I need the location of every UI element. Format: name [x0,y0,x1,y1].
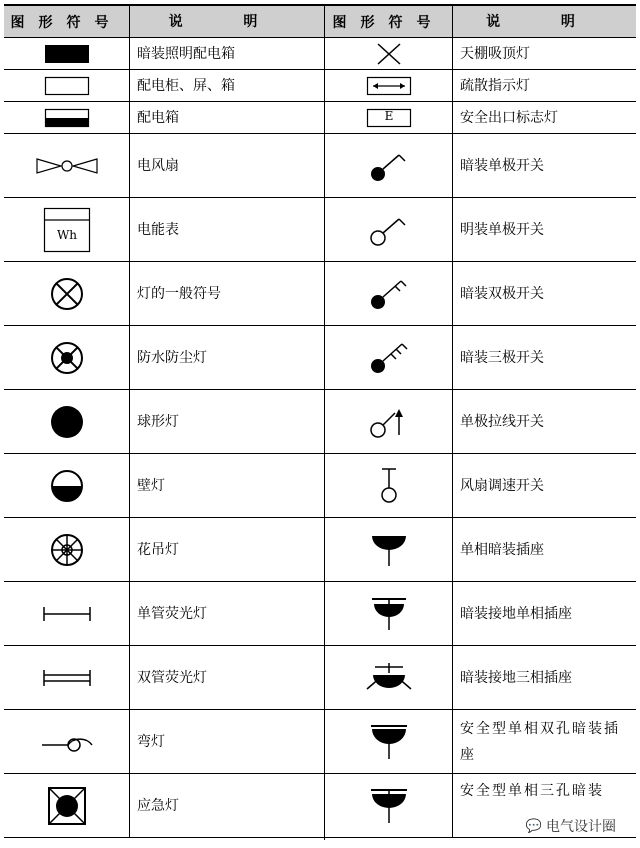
table-row [4,518,324,582]
table-row [4,390,324,454]
table-row [4,198,324,262]
symbol-column-header: 图形符号 [4,6,130,37]
symbol-label: 明装单极开关 [460,221,544,238]
table-row [4,774,324,838]
watt-hour-meter-icon [4,198,130,261]
description-column-header: 说 明 [168,13,286,30]
table-row [325,582,636,646]
table-header [325,6,636,38]
table-row [4,646,324,710]
grounded-single-socket-icon [325,582,453,645]
table-row [325,646,636,710]
chandelier-icon [4,518,130,581]
symbol-label: 安全型单相双孔暗装插座 [460,720,620,763]
wechat-icon: 💬 [525,818,542,834]
table-row [325,198,636,262]
emergency-lamp-icon [4,774,130,837]
concealed-lighting-box-icon [4,38,130,69]
concealed-double-switch-icon [325,262,453,325]
table-row [325,38,636,70]
symbol-label: 安全型单相三孔暗装 [460,783,604,799]
symbol-label: 暗装双极开关 [460,285,544,302]
table-row [325,710,636,774]
single-fluorescent-icon [4,582,130,645]
table-row [325,134,636,198]
symbol-label: 暗装接地三相插座 [460,669,572,686]
symbol-label: 灯的一般符号 [137,285,221,302]
symbol-label: 暗装接地单相插座 [460,605,572,622]
grounded-three-phase-socket-icon [325,646,453,709]
table-row [325,326,636,390]
right-symbol-table [325,4,636,838]
symbol-label: 配电柜、屏、箱 [137,77,235,94]
distribution-cabinet-icon [4,70,130,101]
table-row [4,102,324,134]
symbol-label: 壁灯 [137,477,165,494]
safety-double-hole-socket-icon [325,710,453,773]
watermark [522,816,620,836]
table-row [4,454,324,518]
symbol-label: 风扇调速开关 [460,477,544,494]
symbol-label: 电能表 [137,221,179,238]
table-row [325,70,636,102]
table-row [325,518,636,582]
table-row [4,70,324,102]
symbol-label: 暗装三极开关 [460,349,544,366]
symbol-column-header: 图形符号 [325,6,453,37]
table-row [4,326,324,390]
wall-lamp-icon [4,454,130,517]
waterproof-lamp-icon [4,326,130,389]
symbol-label: 暗装照明配电箱 [137,45,235,62]
evacuation-sign-icon [325,70,453,101]
symbol-label: 配电箱 [137,109,179,126]
symbol-label: 疏散指示灯 [460,77,530,94]
table-row [4,134,324,198]
double-fluorescent-icon [4,646,130,709]
exit-sign-icon [325,102,453,133]
symbol-label: 单极拉线开关 [460,413,544,430]
symbol-label: 单管荧光灯 [137,605,207,622]
symbol-label: 球形灯 [137,413,179,430]
table-row [325,454,636,518]
general-lamp-icon [4,262,130,325]
concealed-socket-icon [325,518,453,581]
ball-lamp-icon [4,390,130,453]
watermark-text: 电气设计圈 [546,819,616,835]
exit-sign-text: E [384,109,394,123]
concealed-triple-switch-icon [325,326,453,389]
table-row [4,710,324,774]
symbol-label: 单相暗装插座 [460,541,544,558]
pull-switch-icon [325,390,453,453]
fan-speed-switch-icon [325,454,453,517]
symbol-label: 双管荧光灯 [137,669,207,686]
concealed-single-switch-icon [325,134,453,197]
left-symbol-table [4,4,324,838]
description-column-header: 说 明 [486,13,603,30]
symbol-label: 应急灯 [137,797,179,814]
symbol-label: 天棚吸顶灯 [460,45,530,62]
table-row [4,38,324,70]
symbol-label: 花吊灯 [137,541,179,558]
surface-single-switch-icon [325,198,453,261]
meter-text: Wh [56,228,78,242]
table-row [325,262,636,326]
symbol-label: 防水防尘灯 [137,349,207,366]
safety-triple-hole-socket-icon [325,774,453,837]
symbol-label: 弯灯 [137,733,165,750]
table-row [4,262,324,326]
electric-fan-icon [4,134,130,197]
bent-lamp-icon [4,710,130,773]
table-row [4,582,324,646]
symbol-label: 电风扇 [137,157,179,174]
table-row [325,102,636,134]
symbol-label: 安全出口标志灯 [460,109,558,126]
ceiling-lamp-icon [325,38,453,69]
table-header [4,6,324,38]
distribution-box-icon [4,102,130,133]
table-row [325,390,636,454]
symbol-label: 暗装单极开关 [460,157,544,174]
